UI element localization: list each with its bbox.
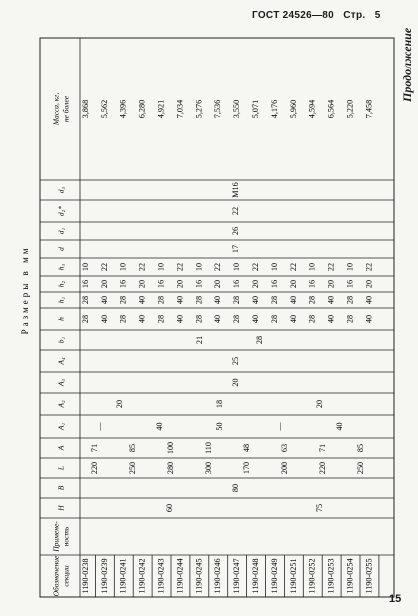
cell-A: 71 xyxy=(89,443,99,453)
cell-H: 60 xyxy=(164,503,174,513)
cell-h: 28 xyxy=(156,314,166,324)
cell-L: 280 xyxy=(165,461,175,475)
cell-A: 48 xyxy=(241,443,251,453)
cell-designation: 1190-0253 xyxy=(326,558,336,594)
cell-designation: 1190-0245 xyxy=(194,558,204,594)
cell-h3: 10 xyxy=(156,262,166,272)
header-designation: секции xyxy=(61,565,71,587)
header-B: B xyxy=(56,485,66,491)
header-h2: h₂ xyxy=(56,280,66,288)
cell-h: 28 xyxy=(345,314,355,324)
cell-h2: 16 xyxy=(345,279,355,289)
cell-h: 40 xyxy=(213,314,223,324)
cell-L: 250 xyxy=(355,461,365,475)
header-A3: A₃ xyxy=(56,378,66,387)
header-mass: не более xyxy=(61,95,71,123)
cell-L: 300 xyxy=(203,461,213,475)
cell-L: 220 xyxy=(317,461,327,475)
cell-mass: 7,536 xyxy=(213,99,223,119)
cell-designation: 1190-0241 xyxy=(118,558,128,594)
cell-h1: 28 xyxy=(269,295,279,305)
cell-L: 250 xyxy=(127,461,137,475)
header-d3: d₃ xyxy=(56,186,66,194)
cell-h1: 40 xyxy=(250,295,260,305)
header-A2: A₂ xyxy=(56,400,66,408)
cell-h2: 20 xyxy=(213,279,223,289)
cell-mass: 5,276 xyxy=(194,99,204,119)
header-A: A xyxy=(56,445,66,451)
cell-A2: 20 xyxy=(114,399,124,409)
page-label: Стр. xyxy=(343,10,366,21)
header-designation: Обозначение xyxy=(51,555,61,597)
cell-h3: 22 xyxy=(288,262,298,272)
cell-mass: 3,868 xyxy=(80,99,90,119)
cell-designation: 1190-0249 xyxy=(269,558,279,594)
cell-L: 220 xyxy=(89,461,99,475)
cell-designation: 1190-0248 xyxy=(250,558,260,594)
cell-designation: 1190-0255 xyxy=(364,558,374,594)
header-h3: h₃ xyxy=(56,263,66,271)
header-A4: A₄ xyxy=(56,357,66,365)
cell-h: 40 xyxy=(288,314,298,324)
cell-h2: 20 xyxy=(288,279,298,289)
cell-L: 200 xyxy=(279,461,289,475)
cell-designation: 1190-0254 xyxy=(345,558,355,594)
header-L: L xyxy=(56,465,66,471)
cell-mass: 5,071 xyxy=(250,99,260,119)
cell-A1: — xyxy=(274,422,284,431)
cell-mass: 6,564 xyxy=(326,99,336,119)
cell-h1: 28 xyxy=(345,295,355,305)
cell-d3: M16 xyxy=(230,182,240,198)
cell-h1: 40 xyxy=(326,295,336,305)
cell-mass: 5,960 xyxy=(288,99,298,119)
cell-mass: 7,458 xyxy=(364,99,374,119)
cell-h1: 28 xyxy=(156,295,166,305)
cell-h3: 10 xyxy=(307,262,317,272)
cell-designation: 1190-0238 xyxy=(80,558,90,594)
page-no: 5 xyxy=(374,10,381,21)
cell-h2: 16 xyxy=(232,279,242,289)
cell-A1: 40 xyxy=(154,422,164,431)
cell-h2: 16 xyxy=(194,279,204,289)
cell-mass: 3,550 xyxy=(232,99,242,119)
cell-A: 85 xyxy=(355,443,365,453)
header-h: h xyxy=(56,317,66,321)
cell-h2: 16 xyxy=(80,279,90,289)
cell-h1: 40 xyxy=(213,295,223,305)
cell-b1: 21 xyxy=(194,335,204,345)
cell-h3: 10 xyxy=(80,262,90,272)
cell-h2: 20 xyxy=(250,279,260,289)
cell-h: 28 xyxy=(232,314,242,324)
cell-d1: 26 xyxy=(230,226,240,236)
cell-h2: 20 xyxy=(99,279,109,289)
cell-h1: 40 xyxy=(137,295,147,305)
cell-A1: 50 xyxy=(214,422,224,431)
cell-h: 28 xyxy=(118,314,128,324)
cell-h1: 28 xyxy=(118,295,128,305)
cell-h3: 10 xyxy=(232,262,242,272)
cell-mass: 7,034 xyxy=(175,99,185,119)
cell-h: 28 xyxy=(269,314,279,324)
cell-h1: 40 xyxy=(99,295,109,305)
cell-designation: 1190-0242 xyxy=(137,558,147,594)
cell-mass: 4,594 xyxy=(307,99,317,119)
cell-h2: 16 xyxy=(307,279,317,289)
cell-h1: 28 xyxy=(307,295,317,305)
group-title: Размеры в мм xyxy=(20,245,31,335)
standard-number: ГОСТ 24526—80 xyxy=(252,10,335,21)
cell-h: 28 xyxy=(80,314,90,324)
cell-h: 28 xyxy=(194,314,204,324)
cell-A2: 18 xyxy=(214,399,224,409)
cell-A1: 40 xyxy=(334,422,344,431)
cell-B: 80 xyxy=(230,483,240,493)
page-number: 15 xyxy=(389,593,402,605)
cell-designation: 1190-0244 xyxy=(175,558,185,594)
header-H: H xyxy=(56,505,66,511)
header-applicability: ность xyxy=(61,526,71,547)
cell-mass: 6,280 xyxy=(137,99,147,119)
cell-A: 110 xyxy=(203,442,213,454)
header-d2: d₂* xyxy=(56,205,66,217)
cell-b1: 28 xyxy=(254,335,264,345)
cell-h: 40 xyxy=(137,314,147,324)
cell-A: 85 xyxy=(127,443,137,453)
cell-mass: 4,396 xyxy=(118,99,128,119)
cell-h3: 22 xyxy=(213,262,223,272)
header-b1: b₁ xyxy=(56,336,66,344)
cell-A3: 20 xyxy=(230,378,240,387)
cell-h2: 20 xyxy=(137,279,147,289)
cell-h3: 10 xyxy=(194,262,204,272)
cell-designation: 1190-0243 xyxy=(156,558,166,594)
cell-A: 63 xyxy=(279,443,289,453)
cell-h1: 28 xyxy=(80,295,90,305)
cell-mass: 5,220 xyxy=(345,99,355,119)
cell-h3: 22 xyxy=(250,262,260,272)
cell-A4: 25 xyxy=(230,356,240,366)
cell-H: 75 xyxy=(314,503,324,513)
cell-h: 28 xyxy=(307,314,317,324)
cell-h1: 28 xyxy=(194,295,204,305)
cell-h2: 20 xyxy=(326,279,336,289)
cell-A2: 20 xyxy=(314,399,324,409)
cell-h: 40 xyxy=(364,314,374,324)
cell-h2: 16 xyxy=(156,279,166,289)
cell-h3: 22 xyxy=(326,262,336,272)
cell-designation: 1190-0251 xyxy=(288,558,298,594)
cell-h: 40 xyxy=(250,314,260,324)
cell-A: 100 xyxy=(165,441,175,455)
cell-mass: 4,176 xyxy=(269,99,279,119)
cell-h3: 10 xyxy=(118,262,128,272)
cell-h2: 16 xyxy=(269,279,279,289)
cell-h1: 28 xyxy=(232,295,242,305)
cell-h3: 22 xyxy=(364,262,374,272)
cell-d: 17 xyxy=(230,244,240,254)
cell-h3: 22 xyxy=(137,262,147,272)
cell-h: 40 xyxy=(175,314,185,324)
cell-h: 40 xyxy=(99,314,109,324)
cell-designation: 1190-0247 xyxy=(232,558,242,594)
cell-designation: 1190-0239 xyxy=(99,558,109,594)
cell-A1: — xyxy=(94,422,104,431)
header-A1: A₁ xyxy=(56,422,66,431)
cell-h2: 20 xyxy=(175,279,185,289)
header-mass: Масса, кг, xyxy=(51,92,61,126)
cell-h3: 10 xyxy=(269,262,279,272)
cell-h3: 22 xyxy=(99,262,109,272)
cell-designation: 1190-0252 xyxy=(307,558,317,594)
header-d1: d₁ xyxy=(56,227,66,235)
cell-h1: 40 xyxy=(288,295,298,305)
header-h1: h₁ xyxy=(56,296,66,304)
cell-h: 40 xyxy=(326,314,336,324)
cell-mass: 4,921 xyxy=(156,99,166,119)
cell-h3: 22 xyxy=(175,262,185,272)
header-d: d xyxy=(56,247,66,251)
cell-A: 71 xyxy=(317,443,327,453)
cell-h3: 10 xyxy=(345,262,355,272)
cell-d2: 22 xyxy=(230,206,240,216)
cell-h2: 16 xyxy=(118,279,128,289)
cell-h1: 40 xyxy=(364,295,374,305)
cell-h2: 20 xyxy=(364,279,374,289)
cell-h1: 40 xyxy=(175,295,185,305)
cell-designation: 1190-0246 xyxy=(213,558,223,594)
header-applicability: Примене- xyxy=(51,521,61,552)
cell-L: 170 xyxy=(241,461,251,475)
continuation-label: Продолжение xyxy=(400,27,414,102)
cell-mass: 5,562 xyxy=(99,99,109,119)
